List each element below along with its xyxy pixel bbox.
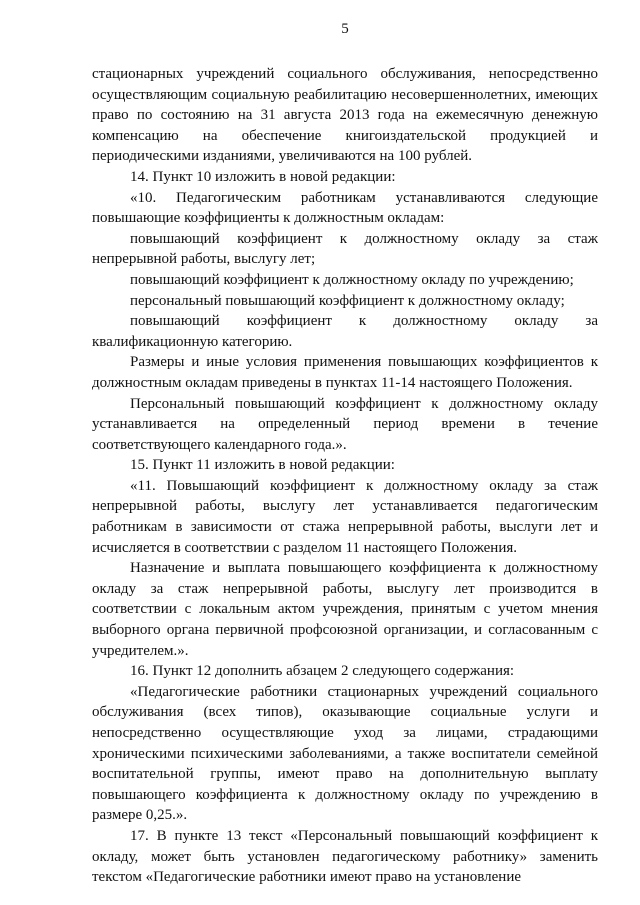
paragraph-10: 15. Пункт 11 изложить в новой редакции:: [130, 457, 395, 474]
paragraph-8: Размеры и иные условия применения повышающих коэффициентов к должностным окладам приведены в пунктах 11-14 настоящего Положения.: [92, 354, 598, 391]
paragraph-6: персональный повышающий коэффициент к должностному окладу;: [130, 292, 565, 309]
paragraph-3: «10. Педагогическим работникам устанавливаются следующие повышающие коэффициенты к должностным окладам:: [92, 189, 598, 227]
paragraph-1: стационарных учреждений социального обслуживания, непосредственно осуществляющим социальную реабилитацию несовершеннолетних, имеющих право по состоянию на 31 августа 2013 года на ежемесячную денежную компенсацию на обеспечение книгоиздательской продукцией и периодическими изданиями, увеличиваются на 100 рублей.: [92, 66, 598, 165]
paragraph-5: повышающий коэффициент к должностному окладу по учреждению;: [130, 271, 574, 288]
paragraph-2: 14. Пункт 10 изложить в новой редакции:: [130, 168, 396, 185]
page-number: 5: [341, 21, 349, 37]
paragraph-14: «Педагогические работники стационарных учреждений социального обслуживания (всех типов), оказывающие социальные услуги и непосредственно осуществляющие уход за лицами, страдающими хроническими психическими заболеваниями, а также воспитатели семейной воспитательной группы, имеют право на дополнительную выплату повышающего коэффициента к должностному окладу по учреждению в размере 0,25.».: [92, 683, 598, 824]
paragraph-13: 16. Пункт 12 дополнить абзацем 2 следующего содержания:: [130, 663, 515, 680]
paragraph-11: «11. Повышающий коэффициент к должностному окладу за стаж непрерывной работы, выслугу лет устанавливается педагогическим работникам в зависимости от стажа непрерывной работы, выслуги лет и исчисляется в соответствии с разделом 11 настоящего Положения.: [92, 477, 598, 556]
paragraph-4: повышающий коэффициент к должностному окладу за стаж непрерывной работы, выслугу лет;: [92, 230, 598, 268]
paragraph-15: 17. В пункте 13 текст «Персональный повышающий коэффициент к окладу, может быть установлен педагогическому работнику» заменить текстом «Педагогические работники имеют право на установление: [92, 827, 598, 886]
paragraph-12: Назначение и выплата повышающего коэффициента к должностному окладу за стаж непрерывной работы, выслугу лет производится в соответствии с локальным актом учреждения, принятым с учетом мнения выборного органа первичной профсоюзной организации, и согласованным с учредителем.».: [92, 560, 598, 659]
paragraph-7: повышающий коэффициент к должностному окладу за квалификационную категорию.: [92, 313, 598, 350]
paragraph-9: Персональный повышающий коэффициент к должностному окладу устанавливается на определенный период времени в течение соответствующего календарного года.».: [92, 395, 598, 453]
